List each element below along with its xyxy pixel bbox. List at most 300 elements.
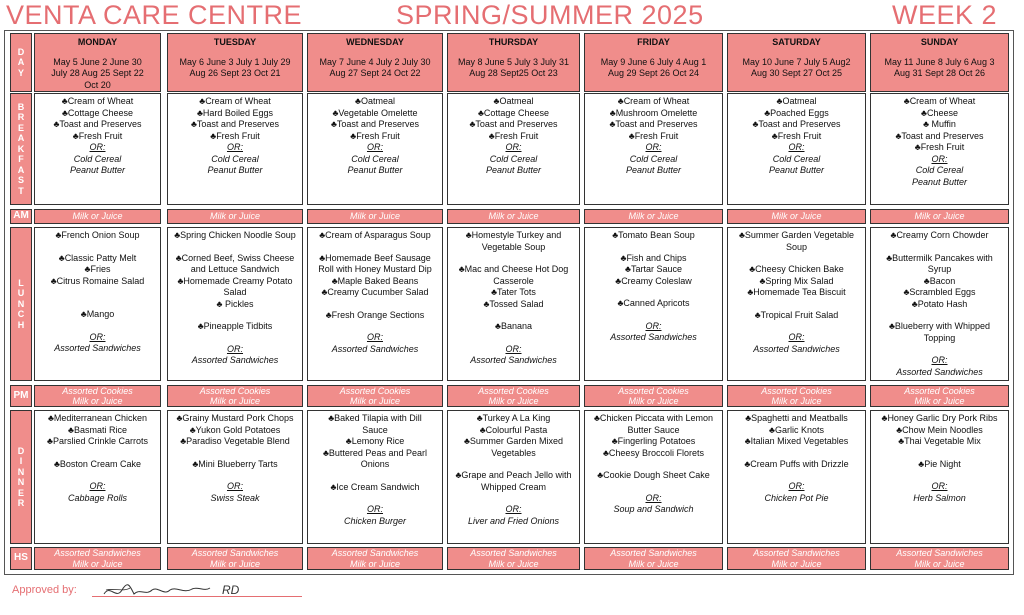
alternative-item: Peanut Butter — [911, 176, 968, 187]
or-label: OR: — [366, 504, 383, 514]
menu-item: ♣Fresh Orange Sections — [325, 309, 425, 320]
menu-item: ♣Homemade Tea Biscuit — [747, 287, 846, 297]
menu-item: ♣Spring Mix Salad — [759, 275, 834, 286]
credential: RD — [222, 583, 240, 597]
row-label-text: AM — [13, 210, 29, 222]
menu-item: ♣Oatmeal — [776, 96, 817, 106]
signature-line — [92, 596, 302, 597]
breakfast-cell-thursday — [447, 93, 580, 205]
row-label-letter: E — [17, 487, 24, 498]
menu-item: ♣Cream Puffs with Drizzle — [744, 458, 849, 469]
menu-item: ♣Italian Mixed Vegetables — [744, 436, 849, 446]
day-dates: July 28 Aug 25 Sept 22 — [51, 68, 144, 78]
day-name: TUESDAY — [213, 37, 257, 47]
menu-item: ♣Creamy Corn Chowder — [890, 230, 989, 240]
row-label-letter: T — [18, 185, 24, 196]
or-label: OR: — [931, 481, 948, 491]
menu-item: Sauce — [362, 424, 388, 435]
row-label-letter: A — [17, 57, 25, 68]
snack-text: Assorted Cookies — [904, 385, 975, 396]
menu-item: ♣Fresh Fruit — [771, 130, 822, 141]
spacer — [38, 448, 157, 459]
snack-text: Assorted Cookies — [199, 385, 271, 396]
alternative-item: Assorted Sandwiches — [896, 366, 983, 377]
menu-item: ♣Fresh Fruit — [350, 130, 400, 141]
dinner-cell-tuesday — [167, 410, 303, 544]
menu-item: ♣Mac and Cheese Hot Dog — [458, 264, 569, 274]
day-header-monday — [34, 33, 161, 92]
spacer — [874, 470, 1005, 481]
spacer — [588, 482, 719, 493]
or-label: OR: — [788, 332, 805, 342]
menu-item: ♣Fingerling Potatoes — [611, 436, 696, 446]
menu-item: ♣Cream of Wheat — [903, 96, 976, 106]
day-dates: Oct 20 — [84, 79, 111, 90]
breakfast-cell-sunday — [870, 93, 1009, 205]
menu-item: ♣Pie Night — [918, 458, 961, 469]
approved-label: Approved by: — [12, 584, 77, 596]
lunch-cell-friday — [584, 227, 723, 381]
row-label-letter: N — [17, 466, 25, 477]
dinner-cell-thursday — [447, 410, 580, 544]
alternative-item: Peanut Butter — [347, 165, 403, 175]
alternative-item: Herb Salmon — [913, 492, 966, 503]
spacer — [451, 459, 576, 470]
or-label: OR: — [89, 481, 106, 491]
menu-item: Onions — [360, 459, 390, 469]
season-title: SPRING/SUMMER 2025 — [396, 0, 704, 30]
menu-item: ♣Creamy Coleslaw — [615, 275, 692, 286]
menu-item: ♣Homemade Beef Sausage — [319, 252, 431, 263]
menu-item: Whipped Cream — [480, 481, 547, 492]
row-label-letter: R — [17, 498, 25, 508]
row-label-letter: K — [17, 143, 25, 154]
menu-item: ♣Thai Vegetable Mix — [898, 436, 981, 446]
hs-snack-friday — [584, 547, 723, 570]
spacer — [874, 242, 1005, 253]
alternative-item: Peanut Butter — [485, 165, 542, 175]
spacer — [874, 448, 1005, 459]
day-dates: Aug 28 Sept25 Oct 23 — [469, 68, 558, 78]
menu-item: Casserole — [493, 275, 534, 286]
menu-item: ♣Buttered Peas and Pearl — [323, 447, 427, 458]
menu-item: ♣Cream of Asparagus Soup — [319, 230, 431, 240]
lunch-cell-wednesday — [307, 227, 443, 381]
or-label: OR: — [505, 504, 522, 514]
alternative-item: Assorted Sandwiches — [753, 343, 840, 354]
spacer — [171, 310, 299, 321]
row-label-letter: H — [17, 319, 25, 330]
day-dates: May 10 June 7 July 5 Aug2 — [742, 56, 851, 67]
menu-item: ♣Turkey A La King — [476, 413, 551, 423]
alternative-item: Swiss Steak — [210, 492, 260, 503]
menu-item: ♣Canned Apricots — [617, 298, 690, 308]
breakfast-cell-monday — [34, 93, 161, 205]
day-dates: Aug 27 Sept 24 Oct 22 — [329, 68, 421, 78]
day-name: SUNDAY — [920, 37, 959, 47]
spacer — [451, 310, 576, 321]
spacer — [588, 242, 719, 253]
alternative-item: Cold Cereal — [211, 153, 259, 164]
snack-text: Assorted Cookies — [761, 385, 832, 396]
spacer — [588, 287, 719, 298]
or-label: OR: — [931, 153, 948, 164]
spacer — [588, 310, 719, 321]
row-label-letter: I — [19, 456, 23, 466]
snack-text: Assorted Sandwiches — [610, 548, 697, 558]
spacer — [311, 493, 439, 504]
snack-text: Milk or Juice — [914, 396, 965, 406]
alternative-item: Cold Cereal — [489, 153, 538, 164]
pm-snack-thursday — [447, 385, 580, 407]
menu-item: ♣Fresh Fruit — [488, 130, 539, 141]
menu-item: ♣Summer Garden Mixed — [464, 436, 563, 446]
menu-item: ♣Vegetable Omelette — [332, 107, 418, 118]
day-header-thursday — [447, 33, 580, 92]
alternative-item: Cold Cereal — [351, 153, 399, 164]
snack-text: Milk or Juice — [72, 211, 123, 222]
or-label: OR: — [89, 331, 106, 342]
pm-snack-saturday — [727, 385, 866, 407]
snack-text: Assorted Sandwiches — [191, 548, 279, 558]
day-name: MONDAY — [77, 37, 118, 47]
snack-text: Assorted Sandwiches — [753, 548, 840, 558]
menu-item: ♣Cottage Cheese — [478, 107, 549, 118]
menu-item: ♣Homemade Creamy Potato — [177, 275, 293, 286]
menu-item: ♣Grainy Mustard Pork Chops — [176, 413, 294, 423]
menu-item: ♣Boston Cream Cake — [54, 458, 141, 469]
menu-item: ♣French Onion Soup — [55, 230, 140, 240]
alternative-item: Cold Cereal — [772, 153, 821, 164]
alternative-item: Peanut Butter — [768, 165, 825, 175]
day-dates: Aug 30 Sept 27 Oct 25 — [750, 68, 843, 78]
menu-item: ♣Spaghetti and Meatballs — [745, 413, 848, 423]
snack-text: Milk or Juice — [771, 396, 822, 406]
alternative-item: Cabbage Rolls — [67, 492, 128, 503]
lunch-cell-saturday — [727, 227, 866, 381]
or-label: OR: — [89, 142, 106, 152]
pm-snack-sunday — [870, 385, 1009, 407]
hs-snack-tuesday — [167, 547, 303, 570]
row-label-lunch — [10, 227, 32, 381]
snack-text: Assorted Sandwiches — [54, 548, 141, 558]
pm-snack-wednesday — [307, 385, 443, 407]
alternative-item: Chicken Burger — [343, 515, 407, 526]
row-label-letter: S — [17, 175, 24, 186]
snack-text: Assorted Cookies — [339, 385, 411, 396]
menu-item: ♣Cream of Wheat — [199, 96, 271, 106]
hs-snack-thursday — [447, 547, 580, 570]
day-dates: Aug 29 Sept 26 Oct 24 — [607, 68, 700, 78]
menu-item: ♣Colourful Pasta — [479, 424, 548, 435]
spacer — [311, 471, 439, 482]
spacer — [171, 333, 299, 344]
hs-snack-monday — [34, 547, 161, 570]
am-snack-wednesday — [307, 209, 443, 224]
or-label: OR: — [788, 142, 805, 152]
menu-item: ♣Cheesy Broccoli Florets — [603, 447, 704, 458]
menu-item: ♣Mushroom Omelette — [609, 107, 698, 118]
hs-snack-sunday — [870, 547, 1009, 570]
day-name: THURSDAY — [488, 37, 539, 47]
menu-item: ♣Homestyle Turkey and — [465, 230, 562, 240]
menu-item: Vegetable Soup — [481, 241, 546, 252]
pm-snack-friday — [584, 385, 723, 407]
pm-snack-monday — [34, 385, 161, 407]
menu-item: ♣Potato Hash — [911, 298, 968, 309]
menu-item: ♣Spring Chicken Noodle Soup — [174, 230, 296, 240]
alternative-item: Assorted Sandwiches — [331, 343, 419, 354]
spacer — [311, 321, 439, 332]
menu-item: Roll with Honey Mustard Dip — [318, 264, 432, 274]
menu-item: ♣Cookie Dough Sheet Cake — [597, 470, 710, 480]
alternative-item: Soup and Sandwich — [613, 504, 694, 514]
or-label: OR: — [366, 332, 383, 342]
menu-item: Soup — [785, 241, 808, 252]
menu-item: ♣Mango — [80, 309, 115, 319]
menu-item: ♣Toast and Preserves — [752, 119, 841, 129]
lunch-cell-sunday — [870, 227, 1009, 381]
lunch-cell-tuesday — [167, 227, 303, 381]
spacer — [731, 299, 862, 310]
snack-text: Milk or Juice — [628, 211, 679, 222]
or-label: OR: — [505, 142, 522, 152]
menu-item: and Lettuce Sandwich — [190, 264, 280, 274]
menu-item: ♣Toast and Preserves — [331, 119, 419, 129]
menu-item: ♣Fish and Chips — [620, 252, 687, 263]
snack-text: Milk or Juice — [488, 558, 539, 569]
menu-item: Vegetables — [491, 447, 536, 458]
dinner-cell-saturday — [727, 410, 866, 544]
menu-item: ♣ Muffin — [923, 119, 956, 129]
menu-item: ♣Fresh Fruit — [210, 130, 260, 141]
or-label: OR: — [645, 492, 662, 503]
breakfast-cell-friday — [584, 93, 723, 205]
menu-item: ♣Summer Garden Vegetable — [739, 230, 854, 240]
menu-item: ♣Fries — [84, 264, 111, 274]
am-snack-tuesday — [167, 209, 303, 224]
alternative-item: Assorted Sandwiches — [610, 332, 697, 342]
menu-item: Salad — [223, 287, 247, 297]
row-label-letter: E — [17, 122, 24, 133]
menu-item: ♣Scrambled Eggs — [903, 287, 976, 297]
menu-item: ♣Toast and Preserves — [191, 119, 279, 129]
row-label-letter: R — [17, 112, 25, 123]
or-label: OR: — [788, 481, 805, 491]
week-title: WEEK 2 — [892, 0, 998, 30]
snack-text: Milk or Juice — [209, 558, 260, 569]
alternative-item: Cold Cereal — [73, 153, 122, 164]
alternative-item: Assorted Sandwiches — [191, 355, 279, 365]
snack-text: Milk or Juice — [209, 211, 260, 222]
snack-text: Assorted Sandwiches — [331, 548, 419, 558]
menu-item: ♣Paradiso Vegetable Blend — [180, 436, 290, 446]
menu-item: ♣Banana — [495, 321, 532, 331]
day-header-wednesday — [307, 33, 443, 92]
snack-text: Milk or Juice — [628, 558, 679, 569]
snack-text: Milk or Juice — [209, 396, 260, 406]
day-header-tuesday — [167, 33, 303, 92]
pm-snack-tuesday — [167, 385, 303, 407]
am-snack-thursday — [447, 209, 580, 224]
menu-item: ♣Fresh Fruit — [628, 130, 679, 141]
menu-item: ♣Chicken Piccata with Lemon — [594, 413, 713, 423]
snack-text: Assorted Sandwiches — [470, 548, 557, 558]
breakfast-cell-saturday — [727, 93, 866, 205]
row-label-letter: D — [17, 445, 25, 456]
spacer — [731, 321, 862, 332]
am-snack-friday — [584, 209, 723, 224]
menu-item: ♣Tropical Fruit Salad — [754, 309, 839, 320]
lunch-cell-thursday — [447, 227, 580, 381]
snack-text: Milk or Juice — [488, 396, 539, 406]
or-label: OR: — [366, 142, 383, 152]
dinner-cell-sunday — [870, 410, 1009, 544]
hs-snack-wednesday — [307, 547, 443, 570]
dinner-cell-wednesday — [307, 410, 443, 544]
alternative-item: Assorted Sandwiches — [54, 343, 141, 353]
menu-item: ♣Toast and Preserves — [53, 119, 142, 129]
alternative-item: Peanut Butter — [207, 165, 263, 175]
day-dates: May 8 June 5 July 3 July 31 — [457, 56, 570, 67]
am-snack-monday — [34, 209, 161, 224]
row-label-letter: B — [17, 101, 25, 112]
row-label-am — [10, 209, 32, 224]
menu-item: ♣Mini Blueberry Tarts — [192, 458, 278, 469]
menu-item: ♣Toast and Preserves — [609, 119, 698, 129]
menu-item: ♣Tomato Bean Soup — [612, 230, 695, 240]
menu-item: ♣ Pickles — [216, 298, 254, 309]
row-label-hs — [10, 547, 32, 570]
spacer — [588, 459, 719, 470]
row-label-letter: U — [17, 288, 25, 299]
menu-item: ♣Chow Mein Noodles — [896, 424, 983, 435]
menu-item: ♣Bacon — [923, 275, 956, 286]
snack-text: Milk or Juice — [72, 396, 123, 406]
spacer — [38, 298, 157, 309]
day-dates: Aug 31 Sept 28 Oct 26 — [893, 68, 986, 78]
menu-item: ♣Lemony Rice — [345, 436, 405, 446]
day-dates: May 6 June 3 July 1 July 29 — [179, 56, 291, 67]
menu-item: ♣Oatmeal — [493, 96, 534, 106]
spacer — [874, 310, 1005, 321]
alternative-item: Liver and Fried Onions — [467, 515, 560, 526]
spacer — [38, 321, 157, 332]
alternative-item: Peanut Butter — [69, 165, 126, 175]
day-header-saturday — [727, 33, 866, 92]
row-label-letter: N — [17, 477, 25, 487]
menu-item: ♣Yukon Gold Potatoes — [189, 424, 281, 435]
menu-item: ♣Toast and Preserves — [469, 119, 558, 129]
dinner-cell-friday — [584, 410, 723, 544]
spacer — [38, 470, 157, 481]
row-label-pm — [10, 385, 32, 407]
menu-item: ♣Corned Beef, Swiss Cheese — [175, 252, 295, 263]
or-label: OR: — [931, 355, 948, 365]
spacer — [311, 299, 439, 310]
snack-text: Milk or Juice — [914, 211, 965, 222]
day-name: WEDNESDAY — [346, 37, 404, 47]
day-dates: May 11 June 8 July 6 Aug 3 — [884, 56, 995, 67]
menu-item: ♣Garlic Knots — [769, 424, 824, 435]
spacer — [874, 344, 1005, 355]
snack-text: Milk or Juice — [349, 558, 400, 569]
menu-item: ♣Blueberry with Whipped — [889, 321, 990, 331]
or-label: OR: — [226, 481, 243, 491]
menu-item: ♣Basmati Rice — [68, 424, 127, 435]
menu-item: ♣Cream of Wheat — [61, 96, 134, 106]
menu-item: ♣Grape and Peach Jello with — [455, 470, 572, 480]
menu-item: ♣Oatmeal — [355, 96, 395, 106]
menu-item: ♣Creamy Cucumber Salad — [321, 287, 429, 297]
am-snack-saturday — [727, 209, 866, 224]
menu-item: ♣Poached Eggs — [764, 107, 829, 118]
menu-item: ♣Cheese — [921, 107, 958, 118]
or-label: OR: — [645, 142, 662, 152]
menu-item: ♣Cottage Cheese — [62, 107, 133, 118]
menu-item: ♣Pineapple Tidbits — [197, 321, 273, 331]
day-dates: May 5 June 2 June 30 — [53, 56, 142, 67]
menu-item: ♣Tartar Sauce — [625, 264, 682, 274]
menu-item: ♣Toast and Preserves — [895, 130, 984, 141]
spacer — [171, 242, 299, 253]
day-dates: May 7 June 4 July 2 July 30 — [319, 56, 431, 67]
snack-text: Assorted Cookies — [478, 385, 549, 396]
menu-item: ♣Cheesy Chicken Bake — [749, 264, 844, 274]
menu-item: ♣Baked Tilapia with Dill — [328, 413, 422, 423]
breakfast-cell-wednesday — [307, 93, 443, 205]
facility-title: VENTA CARE CENTRE — [6, 0, 303, 30]
row-label-letter: A — [17, 133, 25, 144]
snack-text: Milk or Juice — [914, 558, 965, 569]
spacer — [451, 333, 576, 344]
spacer — [171, 448, 299, 459]
menu-item: ♣Parslied Crinkle Carrots — [47, 436, 148, 446]
row-label-text: PM — [13, 389, 29, 401]
snack-text: Assorted Cookies — [618, 385, 689, 396]
row-label-letter: F — [18, 154, 24, 165]
spacer — [38, 242, 157, 253]
menu-item: Syrup — [927, 264, 952, 274]
spacer — [171, 470, 299, 481]
alternative-item: Cold Cereal — [915, 165, 964, 175]
row-label-letter: C — [17, 309, 25, 320]
menu-item: ♣Cream of Wheat — [617, 96, 690, 106]
row-label-letter: D — [17, 46, 25, 57]
or-label: OR: — [226, 343, 243, 354]
row-label-day — [10, 33, 32, 92]
menu-item: ♣Ice Cream Sandwich — [330, 481, 420, 492]
row-label-letter: N — [17, 298, 25, 309]
day-name: FRIDAY — [637, 37, 670, 47]
alternative-item: Chicken Pot Pie — [764, 492, 829, 503]
spacer — [731, 448, 862, 459]
spacer — [311, 242, 439, 253]
snack-text: Milk or Juice — [349, 211, 400, 222]
snack-text: Milk or Juice — [488, 211, 539, 222]
alternative-item: Peanut Butter — [625, 165, 682, 175]
dinner-cell-monday — [34, 410, 161, 544]
row-label-letter: Y — [17, 67, 24, 78]
menu-item: ♣Citrus Romaine Salad — [50, 275, 145, 286]
menu-item: Topping — [923, 332, 956, 343]
breakfast-cell-tuesday — [167, 93, 303, 205]
row-label-dinner — [10, 410, 32, 544]
alternative-item: Assorted Sandwiches — [470, 355, 557, 365]
menu-item: ♣Fresh Fruit — [914, 142, 965, 152]
spacer — [731, 253, 862, 264]
menu-item: ♣Honey Garlic Dry Pork Ribs — [881, 413, 998, 423]
